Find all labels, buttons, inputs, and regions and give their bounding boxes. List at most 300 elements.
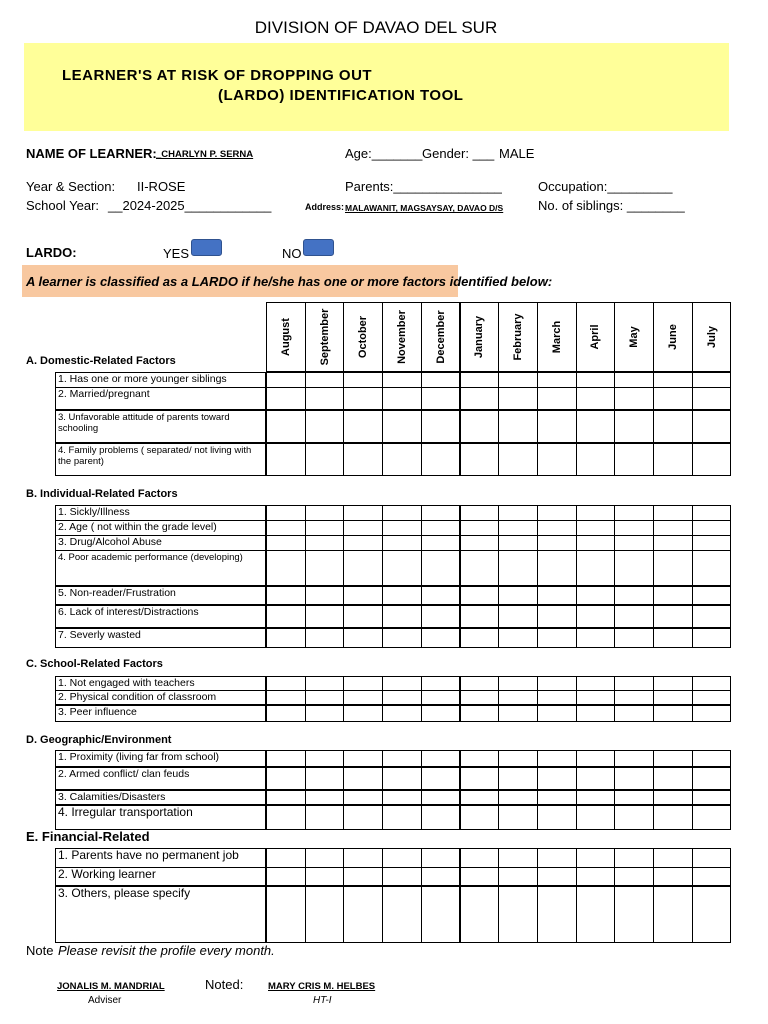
month-check-cell[interactable] bbox=[692, 586, 732, 605]
month-check-cell[interactable] bbox=[305, 886, 345, 943]
month-check-cell[interactable] bbox=[692, 372, 732, 388]
month-check-cell[interactable] bbox=[382, 767, 422, 790]
month-check-cell[interactable] bbox=[382, 586, 422, 605]
month-check-cell[interactable] bbox=[343, 520, 383, 536]
factor-label: 4. Poor academic performance (developing) bbox=[55, 550, 266, 586]
month-check-cell[interactable] bbox=[498, 410, 538, 443]
month-check-cell[interactable] bbox=[653, 535, 693, 551]
month-check-cell[interactable] bbox=[498, 628, 538, 648]
month-header-october bbox=[343, 302, 383, 372]
month-check-cell[interactable] bbox=[692, 867, 732, 886]
month-check-cell[interactable] bbox=[343, 886, 383, 943]
parents-label: Parents:_______________ bbox=[345, 179, 502, 194]
no-checkbox[interactable] bbox=[303, 239, 334, 256]
month-check-cell[interactable] bbox=[343, 535, 383, 551]
month-check-cell[interactable] bbox=[498, 867, 538, 886]
month-check-cell[interactable] bbox=[266, 443, 306, 476]
month-check-cell[interactable] bbox=[266, 605, 306, 628]
month-check-cell[interactable] bbox=[305, 676, 345, 691]
month-check-cell[interactable] bbox=[498, 690, 538, 705]
month-check-cell[interactable] bbox=[653, 605, 693, 628]
month-check-cell[interactable] bbox=[343, 790, 383, 805]
month-check-cell[interactable] bbox=[421, 805, 461, 830]
month-check-cell[interactable] bbox=[382, 535, 422, 551]
month-header-september bbox=[305, 302, 345, 372]
month-check-cell[interactable] bbox=[266, 550, 306, 586]
month-check-cell[interactable] bbox=[498, 605, 538, 628]
month-check-cell[interactable] bbox=[460, 750, 500, 767]
month-check-cell[interactable] bbox=[614, 550, 654, 586]
month-check-cell[interactable] bbox=[343, 586, 383, 605]
month-check-cell[interactable] bbox=[653, 690, 693, 705]
month-check-cell[interactable] bbox=[498, 550, 538, 586]
month-check-cell[interactable] bbox=[576, 535, 616, 551]
month-check-cell[interactable] bbox=[576, 443, 616, 476]
month-check-cell[interactable] bbox=[537, 550, 577, 586]
month-check-cell[interactable] bbox=[653, 387, 693, 410]
month-check-cell[interactable] bbox=[266, 750, 306, 767]
month-label: July bbox=[705, 325, 718, 349]
month-check-cell[interactable] bbox=[692, 790, 732, 805]
month-check-cell[interactable] bbox=[692, 848, 732, 868]
month-check-cell[interactable] bbox=[266, 535, 306, 551]
month-check-cell[interactable] bbox=[498, 372, 538, 388]
lardo-label: LARDO: bbox=[26, 245, 77, 260]
month-check-cell[interactable] bbox=[692, 605, 732, 628]
month-check-cell[interactable] bbox=[343, 750, 383, 767]
month-check-cell[interactable] bbox=[266, 886, 306, 943]
month-check-cell[interactable] bbox=[266, 505, 306, 521]
month-check-cell[interactable] bbox=[498, 750, 538, 767]
month-check-cell[interactable] bbox=[653, 886, 693, 943]
month-check-cell[interactable] bbox=[614, 535, 654, 551]
month-check-cell[interactable] bbox=[305, 505, 345, 521]
month-check-cell[interactable] bbox=[382, 705, 422, 722]
month-check-cell[interactable] bbox=[653, 848, 693, 868]
month-check-cell[interactable] bbox=[305, 410, 345, 443]
month-check-cell[interactable] bbox=[460, 628, 500, 648]
month-check-cell[interactable] bbox=[576, 586, 616, 605]
month-check-cell[interactable] bbox=[576, 790, 616, 805]
month-check-cell[interactable] bbox=[421, 676, 461, 691]
division-title: DIVISION OF DAVAO DEL SUR bbox=[254, 18, 498, 37]
month-check-cell[interactable] bbox=[692, 520, 732, 536]
month-check-cell[interactable] bbox=[421, 750, 461, 767]
month-check-cell[interactable] bbox=[614, 387, 654, 410]
month-check-cell[interactable] bbox=[614, 750, 654, 767]
month-check-cell[interactable] bbox=[498, 586, 538, 605]
month-check-cell[interactable] bbox=[421, 372, 461, 388]
month-check-cell[interactable] bbox=[421, 848, 461, 868]
month-check-cell[interactable] bbox=[537, 535, 577, 551]
month-check-cell[interactable] bbox=[498, 767, 538, 790]
month-check-cell[interactable] bbox=[382, 520, 422, 536]
month-check-cell[interactable] bbox=[421, 505, 461, 521]
factor-row bbox=[55, 505, 730, 521]
month-check-cell[interactable] bbox=[305, 443, 345, 476]
month-check-cell[interactable] bbox=[692, 690, 732, 705]
yes-label: YES bbox=[163, 246, 190, 261]
factor-row bbox=[55, 705, 730, 722]
month-check-cell[interactable] bbox=[305, 628, 345, 648]
month-check-cell[interactable] bbox=[537, 505, 577, 521]
month-check-cell[interactable] bbox=[576, 848, 616, 868]
month-check-cell[interactable] bbox=[421, 586, 461, 605]
month-check-cell[interactable] bbox=[614, 767, 654, 790]
month-check-cell[interactable] bbox=[266, 767, 306, 790]
month-check-cell[interactable] bbox=[576, 520, 616, 536]
month-check-cell[interactable] bbox=[343, 690, 383, 705]
month-header-may bbox=[614, 302, 654, 372]
month-check-cell[interactable] bbox=[576, 705, 616, 722]
month-check-cell[interactable] bbox=[266, 586, 306, 605]
factor-label: 2. Armed conflict/ clan feuds bbox=[55, 767, 266, 790]
month-check-cell[interactable] bbox=[343, 767, 383, 790]
month-check-cell[interactable] bbox=[537, 690, 577, 705]
month-check-cell[interactable] bbox=[576, 387, 616, 410]
month-check-cell[interactable] bbox=[653, 410, 693, 443]
month-check-cell[interactable] bbox=[421, 605, 461, 628]
month-check-cell[interactable] bbox=[653, 505, 693, 521]
factor-row bbox=[55, 676, 730, 691]
month-check-cell[interactable] bbox=[576, 628, 616, 648]
month-check-cell[interactable] bbox=[576, 805, 616, 830]
month-check-cell[interactable] bbox=[460, 605, 500, 628]
month-check-cell[interactable] bbox=[498, 520, 538, 536]
month-check-cell[interactable] bbox=[421, 535, 461, 551]
month-check-cell[interactable] bbox=[382, 443, 422, 476]
month-check-cell[interactable] bbox=[343, 443, 383, 476]
tool-title-line-2: (LARDO) IDENTIFICATION TOOL bbox=[218, 87, 464, 104]
month-check-cell[interactable] bbox=[460, 676, 500, 691]
month-check-cell[interactable] bbox=[537, 387, 577, 410]
school-year-label: School Year: bbox=[26, 198, 100, 213]
month-check-cell[interactable] bbox=[382, 410, 422, 443]
month-check-cell[interactable] bbox=[343, 705, 383, 722]
section-label: C. School-Related Factors bbox=[26, 658, 163, 670]
month-check-cell[interactable] bbox=[266, 867, 306, 886]
month-check-cell[interactable] bbox=[382, 372, 422, 388]
month-check-cell[interactable] bbox=[343, 867, 383, 886]
month-check-cell[interactable] bbox=[498, 886, 538, 943]
month-check-cell[interactable] bbox=[343, 505, 383, 521]
month-check-cell[interactable] bbox=[460, 848, 500, 868]
factor-label: 3. Peer influence bbox=[55, 705, 266, 722]
month-check-cell[interactable] bbox=[498, 805, 538, 830]
month-check-cell[interactable] bbox=[692, 535, 732, 551]
month-check-cell[interactable] bbox=[498, 848, 538, 868]
month-check-cell[interactable] bbox=[382, 805, 422, 830]
note-prefix: Note bbox=[26, 943, 54, 958]
month-check-cell[interactable] bbox=[266, 372, 306, 388]
month-check-cell[interactable] bbox=[653, 805, 693, 830]
month-check-cell[interactable] bbox=[421, 628, 461, 648]
month-check-cell[interactable] bbox=[537, 790, 577, 805]
month-check-cell[interactable] bbox=[614, 705, 654, 722]
month-check-cell[interactable] bbox=[266, 520, 306, 536]
month-check-cell[interactable] bbox=[343, 628, 383, 648]
month-check-cell[interactable] bbox=[382, 605, 422, 628]
month-check-cell[interactable] bbox=[382, 628, 422, 648]
yes-checkbox[interactable] bbox=[191, 239, 222, 256]
month-check-cell[interactable] bbox=[614, 790, 654, 805]
month-check-cell[interactable] bbox=[537, 805, 577, 830]
factor-label: 2. Age ( not within the grade level) bbox=[55, 520, 266, 536]
factor-label: 2. Working learner bbox=[55, 867, 266, 886]
month-check-cell[interactable] bbox=[537, 628, 577, 648]
month-check-cell[interactable] bbox=[692, 767, 732, 790]
month-check-cell[interactable] bbox=[421, 387, 461, 410]
month-check-cell[interactable] bbox=[305, 848, 345, 868]
month-check-cell[interactable] bbox=[266, 628, 306, 648]
month-check-cell[interactable] bbox=[692, 805, 732, 830]
factor-label: 1. Has one or more younger siblings bbox=[55, 372, 266, 388]
month-check-cell[interactable] bbox=[382, 387, 422, 410]
month-check-cell[interactable] bbox=[537, 867, 577, 886]
month-check-cell[interactable] bbox=[460, 767, 500, 790]
month-check-cell[interactable] bbox=[266, 410, 306, 443]
month-check-cell[interactable] bbox=[692, 410, 732, 443]
month-check-cell[interactable] bbox=[460, 886, 500, 943]
month-check-cell[interactable] bbox=[576, 676, 616, 691]
month-check-cell[interactable] bbox=[266, 805, 306, 830]
month-check-cell[interactable] bbox=[343, 605, 383, 628]
month-check-cell[interactable] bbox=[614, 628, 654, 648]
month-check-cell[interactable] bbox=[460, 550, 500, 586]
month-check-cell[interactable] bbox=[576, 605, 616, 628]
month-check-cell[interactable] bbox=[305, 790, 345, 805]
month-check-cell[interactable] bbox=[421, 550, 461, 586]
month-check-cell[interactable] bbox=[266, 790, 306, 805]
month-check-cell[interactable] bbox=[305, 805, 345, 830]
school-year-value: __2024-2025____________ bbox=[108, 198, 272, 213]
month-check-cell[interactable] bbox=[382, 886, 422, 943]
month-check-cell[interactable] bbox=[305, 605, 345, 628]
month-check-cell[interactable] bbox=[537, 886, 577, 943]
month-check-cell[interactable] bbox=[382, 550, 422, 586]
month-check-cell[interactable] bbox=[460, 505, 500, 521]
month-check-cell[interactable] bbox=[692, 886, 732, 943]
month-check-cell[interactable] bbox=[343, 387, 383, 410]
month-check-cell[interactable] bbox=[460, 705, 500, 722]
month-check-cell[interactable] bbox=[614, 605, 654, 628]
gender-value: MALE bbox=[499, 146, 535, 161]
month-check-cell[interactable] bbox=[421, 690, 461, 705]
month-check-cell[interactable] bbox=[382, 750, 422, 767]
address-value: MALAWANIT, MAGSAYSAY, DAVAO D/S bbox=[345, 203, 504, 213]
month-label: January bbox=[473, 315, 486, 359]
month-check-cell[interactable] bbox=[460, 443, 500, 476]
month-check-cell[interactable] bbox=[576, 372, 616, 388]
month-check-cell[interactable] bbox=[537, 372, 577, 388]
month-check-cell[interactable] bbox=[382, 676, 422, 691]
month-check-cell[interactable] bbox=[305, 767, 345, 790]
month-label: September bbox=[318, 308, 331, 366]
year-section-label: Year & Section: bbox=[26, 179, 116, 194]
month-check-cell[interactable] bbox=[692, 628, 732, 648]
factor-row bbox=[55, 372, 730, 388]
month-check-cell[interactable] bbox=[653, 628, 693, 648]
month-check-cell[interactable] bbox=[498, 387, 538, 410]
month-check-cell[interactable] bbox=[305, 387, 345, 410]
month-check-cell[interactable] bbox=[305, 586, 345, 605]
month-check-cell[interactable] bbox=[614, 505, 654, 521]
month-label: October bbox=[357, 315, 370, 359]
month-check-cell[interactable] bbox=[653, 520, 693, 536]
month-check-cell[interactable] bbox=[343, 372, 383, 388]
factor-label: 5. Non-reader/Frustration bbox=[55, 586, 266, 605]
month-check-cell[interactable] bbox=[305, 750, 345, 767]
month-check-cell[interactable] bbox=[305, 550, 345, 586]
month-check-cell[interactable] bbox=[498, 535, 538, 551]
month-check-cell[interactable] bbox=[382, 867, 422, 886]
month-check-cell[interactable] bbox=[537, 410, 577, 443]
month-check-cell[interactable] bbox=[537, 767, 577, 790]
month-check-cell[interactable] bbox=[498, 443, 538, 476]
month-check-cell[interactable] bbox=[266, 705, 306, 722]
month-check-cell[interactable] bbox=[653, 705, 693, 722]
month-check-cell[interactable] bbox=[614, 867, 654, 886]
month-check-cell[interactable] bbox=[537, 750, 577, 767]
month-check-cell[interactable] bbox=[614, 520, 654, 536]
month-check-cell[interactable] bbox=[653, 750, 693, 767]
month-check-cell[interactable] bbox=[305, 867, 345, 886]
month-check-cell[interactable] bbox=[537, 443, 577, 476]
month-check-cell[interactable] bbox=[343, 550, 383, 586]
month-check-cell[interactable] bbox=[460, 805, 500, 830]
month-check-cell[interactable] bbox=[537, 605, 577, 628]
month-check-cell[interactable] bbox=[692, 750, 732, 767]
month-check-cell[interactable] bbox=[614, 805, 654, 830]
factor-row bbox=[55, 520, 730, 536]
month-check-cell[interactable] bbox=[537, 586, 577, 605]
month-check-cell[interactable] bbox=[692, 676, 732, 691]
month-check-cell[interactable] bbox=[537, 520, 577, 536]
month-check-cell[interactable] bbox=[576, 886, 616, 943]
month-check-cell[interactable] bbox=[692, 387, 732, 410]
month-check-cell[interactable] bbox=[343, 410, 383, 443]
month-check-cell[interactable] bbox=[460, 520, 500, 536]
month-check-cell[interactable] bbox=[576, 505, 616, 521]
month-check-cell[interactable] bbox=[382, 690, 422, 705]
month-check-cell[interactable] bbox=[343, 848, 383, 868]
month-check-cell[interactable] bbox=[537, 705, 577, 722]
month-check-cell[interactable] bbox=[576, 767, 616, 790]
month-check-cell[interactable] bbox=[498, 790, 538, 805]
classification-note: A learner is classified as a LARDO if he/she has one or more factors identified below: bbox=[26, 274, 553, 289]
month-check-cell[interactable] bbox=[614, 676, 654, 691]
month-check-cell[interactable] bbox=[653, 586, 693, 605]
month-check-cell[interactable] bbox=[460, 790, 500, 805]
month-check-cell[interactable] bbox=[343, 676, 383, 691]
month-check-cell[interactable] bbox=[266, 387, 306, 410]
month-check-cell[interactable] bbox=[421, 410, 461, 443]
month-check-cell[interactable] bbox=[614, 690, 654, 705]
month-header-june bbox=[653, 302, 693, 372]
month-check-cell[interactable] bbox=[576, 550, 616, 586]
month-header-november bbox=[382, 302, 422, 372]
month-check-cell[interactable] bbox=[653, 676, 693, 691]
month-check-cell[interactable] bbox=[653, 550, 693, 586]
factor-label: 1. Proximity (living far from school) bbox=[55, 750, 266, 767]
month-check-cell[interactable] bbox=[460, 372, 500, 388]
month-check-cell[interactable] bbox=[460, 535, 500, 551]
month-check-cell[interactable] bbox=[692, 550, 732, 586]
factor-label: 1. Not engaged with teachers bbox=[55, 676, 266, 691]
month-check-cell[interactable] bbox=[498, 505, 538, 521]
factor-label: 6. Lack of interest/Distractions bbox=[55, 605, 266, 628]
month-check-cell[interactable] bbox=[614, 372, 654, 388]
month-check-cell[interactable] bbox=[421, 886, 461, 943]
month-check-cell[interactable] bbox=[653, 443, 693, 476]
month-header-january bbox=[460, 302, 500, 372]
month-check-cell[interactable] bbox=[460, 387, 500, 410]
month-check-cell[interactable] bbox=[576, 690, 616, 705]
month-check-cell[interactable] bbox=[614, 886, 654, 943]
month-check-cell[interactable] bbox=[305, 520, 345, 536]
month-check-cell[interactable] bbox=[498, 705, 538, 722]
month-label: April bbox=[589, 324, 602, 350]
month-check-cell[interactable] bbox=[576, 867, 616, 886]
month-check-cell[interactable] bbox=[537, 676, 577, 691]
month-check-cell[interactable] bbox=[460, 410, 500, 443]
month-check-cell[interactable] bbox=[421, 520, 461, 536]
month-check-cell[interactable] bbox=[305, 705, 345, 722]
month-check-cell[interactable] bbox=[692, 705, 732, 722]
factor-label: 1. Sickly/Illness bbox=[55, 505, 266, 521]
month-check-cell[interactable] bbox=[421, 443, 461, 476]
month-check-cell[interactable] bbox=[614, 586, 654, 605]
month-check-cell[interactable] bbox=[576, 410, 616, 443]
month-check-cell[interactable] bbox=[421, 705, 461, 722]
month-check-cell[interactable] bbox=[614, 848, 654, 868]
month-check-cell[interactable] bbox=[460, 586, 500, 605]
month-check-cell[interactable] bbox=[614, 410, 654, 443]
factor-label: 3. Others, please specify bbox=[55, 886, 266, 943]
month-check-cell[interactable] bbox=[305, 535, 345, 551]
month-check-cell[interactable] bbox=[614, 443, 654, 476]
month-check-cell[interactable] bbox=[305, 372, 345, 388]
month-check-cell[interactable] bbox=[653, 767, 693, 790]
month-check-cell[interactable] bbox=[653, 790, 693, 805]
month-check-cell[interactable] bbox=[576, 750, 616, 767]
month-check-cell[interactable] bbox=[266, 848, 306, 868]
month-check-cell[interactable] bbox=[305, 690, 345, 705]
month-check-cell[interactable] bbox=[653, 372, 693, 388]
occupation-label: Occupation:_________ bbox=[538, 179, 673, 194]
month-check-cell[interactable] bbox=[421, 790, 461, 805]
month-check-cell[interactable] bbox=[382, 848, 422, 868]
month-label: February bbox=[512, 313, 525, 361]
month-header-december bbox=[421, 302, 461, 372]
month-check-cell[interactable] bbox=[343, 805, 383, 830]
month-check-cell[interactable] bbox=[421, 767, 461, 790]
month-check-cell[interactable] bbox=[692, 443, 732, 476]
month-header-april bbox=[576, 302, 616, 372]
month-check-cell[interactable] bbox=[653, 867, 693, 886]
month-check-cell[interactable] bbox=[460, 690, 500, 705]
month-check-cell[interactable] bbox=[382, 505, 422, 521]
month-check-cell[interactable] bbox=[382, 790, 422, 805]
month-check-cell[interactable] bbox=[266, 676, 306, 691]
month-check-cell[interactable] bbox=[537, 848, 577, 868]
month-check-cell[interactable] bbox=[498, 676, 538, 691]
month-check-cell[interactable] bbox=[421, 867, 461, 886]
factor-row bbox=[55, 790, 730, 805]
month-check-cell[interactable] bbox=[266, 690, 306, 705]
month-check-cell[interactable] bbox=[460, 867, 500, 886]
month-check-cell[interactable] bbox=[692, 505, 732, 521]
